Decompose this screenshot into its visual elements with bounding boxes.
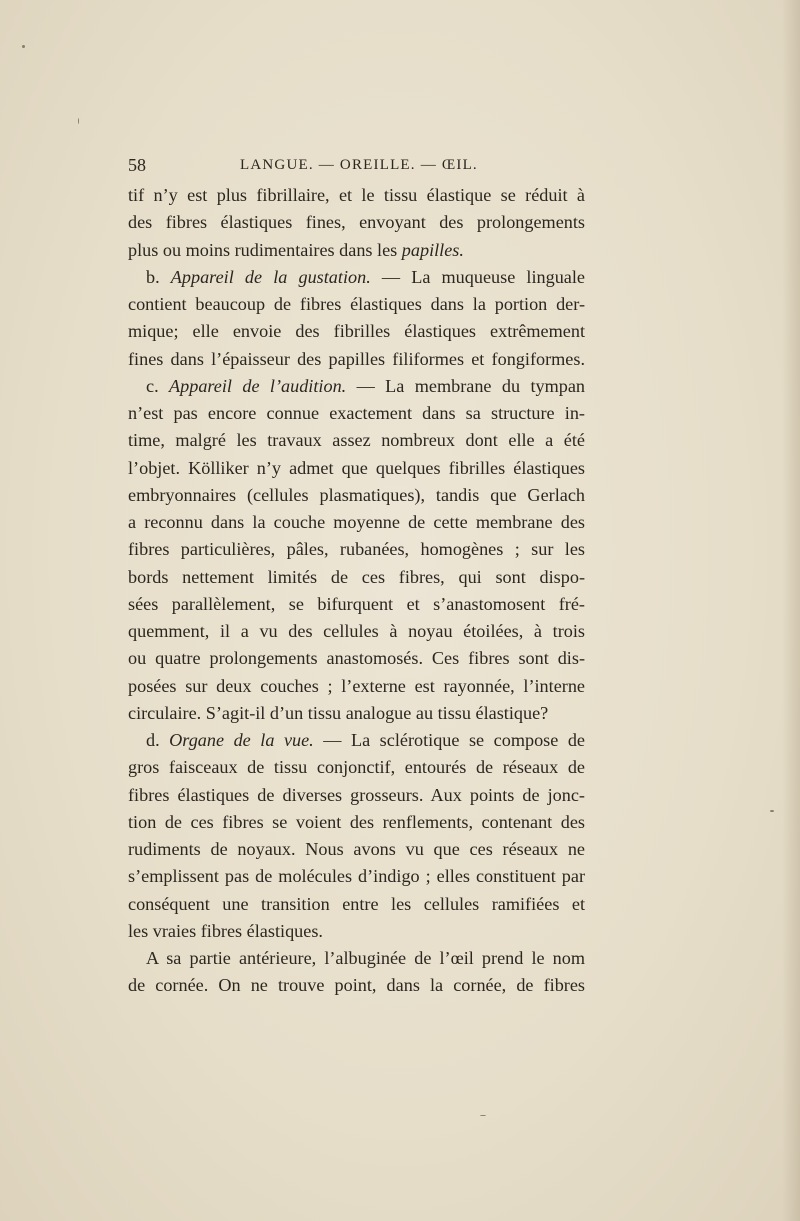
text-line: posées sur deux couches ; l’externe est rayonnée, l’interne bbox=[128, 675, 585, 696]
section-title: Appareil de la gustation. bbox=[170, 266, 371, 287]
text-line: fibres élastiques de diverses grosseurs. Aux points de jonc- bbox=[128, 784, 585, 805]
text-line: ou quatre prolongements anastomosés. Ces fibres sont dis- bbox=[128, 648, 585, 669]
text-line: les vraies fibres élastiques. bbox=[128, 920, 323, 941]
text-line: embryonnaires (cellules plasmatiques), tandis que Gerlach bbox=[128, 484, 585, 505]
page-number: 58 bbox=[128, 155, 146, 175]
text-line: fines dans l’épaisseur des papilles filiformes et fongiformes. bbox=[128, 348, 585, 369]
section-heading-line bbox=[128, 264, 585, 291]
text-line: circulaire. S’agit-il d’un tissu analogue au tissu élastique? bbox=[128, 702, 549, 723]
text-line: a reconnu dans la couche moyenne de cette membrane des bbox=[128, 512, 585, 532]
paper-speck bbox=[78, 118, 79, 124]
text-line: s’emplissent pas de molécules d’indigo ; elles constituent par bbox=[128, 866, 585, 887]
text-line: tif n’y est plus fibrillaire, et le tissu élastique se réduit à bbox=[128, 185, 585, 205]
paragraph-start-line: A sa partie antérieure, l’albuginée de l’œil prend le nom bbox=[146, 948, 585, 968]
body-text bbox=[128, 182, 585, 1000]
text-line: sées parallèlement, se bifurquent et s’anastomosent fré- bbox=[128, 593, 585, 614]
text-line: l’objet. Kölliker n’y admet que quelques fibrilles élastiques bbox=[128, 457, 585, 478]
text-fragment: plus ou moins rudimentaires dans les bbox=[128, 239, 402, 260]
text-line: fibres particulières, pâles, rubanées, homogènes ; sur les bbox=[128, 539, 585, 560]
text-line: des fibres élastiques fines, envoyant des prolongements bbox=[128, 212, 585, 233]
text-line: quemment, il a vu des cellules à noyau étoilées, à trois bbox=[128, 621, 585, 641]
section-title: Organe de la vue. bbox=[169, 730, 314, 750]
section-letter: c. bbox=[146, 375, 170, 396]
section-letter: b. bbox=[146, 266, 171, 287]
page-edge-shadow bbox=[782, 0, 800, 1221]
text-line: mique; elle envoie des fibrilles élastiques extrêmement bbox=[128, 321, 585, 342]
section-heading-line bbox=[128, 373, 585, 400]
text-line bbox=[128, 237, 585, 264]
text-fragment: — La sclérotique se compose de bbox=[313, 730, 585, 750]
section-heading-line bbox=[128, 727, 585, 754]
paper-speck bbox=[480, 1115, 486, 1116]
section-letter: d. bbox=[146, 730, 170, 750]
text-line: gros faisceaux de tissu conjonctif, entourés de réseaux de bbox=[128, 757, 585, 778]
section-title: Appareil de l’audition. bbox=[169, 375, 347, 396]
text-line: tion de ces fibres se voient des renflements, contenant des bbox=[128, 811, 585, 832]
text-fragment: — La membrane du tympan bbox=[346, 375, 585, 396]
text-fragment: — La muqueuse linguale bbox=[370, 266, 585, 287]
text-line: rudiments de noyaux. Nous avons vu que ces réseaux ne bbox=[128, 839, 585, 859]
page-header bbox=[128, 155, 585, 177]
text-line: n’est pas encore connue exactement dans sa structure in- bbox=[128, 403, 585, 423]
running-head: LANGUE. — OREILLE. — ŒIL. bbox=[240, 157, 478, 173]
italic-term: papilles. bbox=[401, 239, 464, 260]
text-line: time, malgré les travaux assez nombreux dont elle a été bbox=[128, 430, 585, 451]
text-line: conséquent une transition entre les cellules ramifiées et bbox=[128, 893, 585, 914]
paper-speck bbox=[22, 45, 25, 48]
paper-speck bbox=[770, 810, 774, 812]
text-line: contient beaucoup de fibres élastiques dans la portion der- bbox=[128, 294, 585, 314]
text-line: de cornée. On ne trouve point, dans la cornée, de fibres bbox=[128, 975, 585, 996]
text-line: bords nettement limités de ces fibres, qui sont dispo- bbox=[128, 566, 585, 587]
